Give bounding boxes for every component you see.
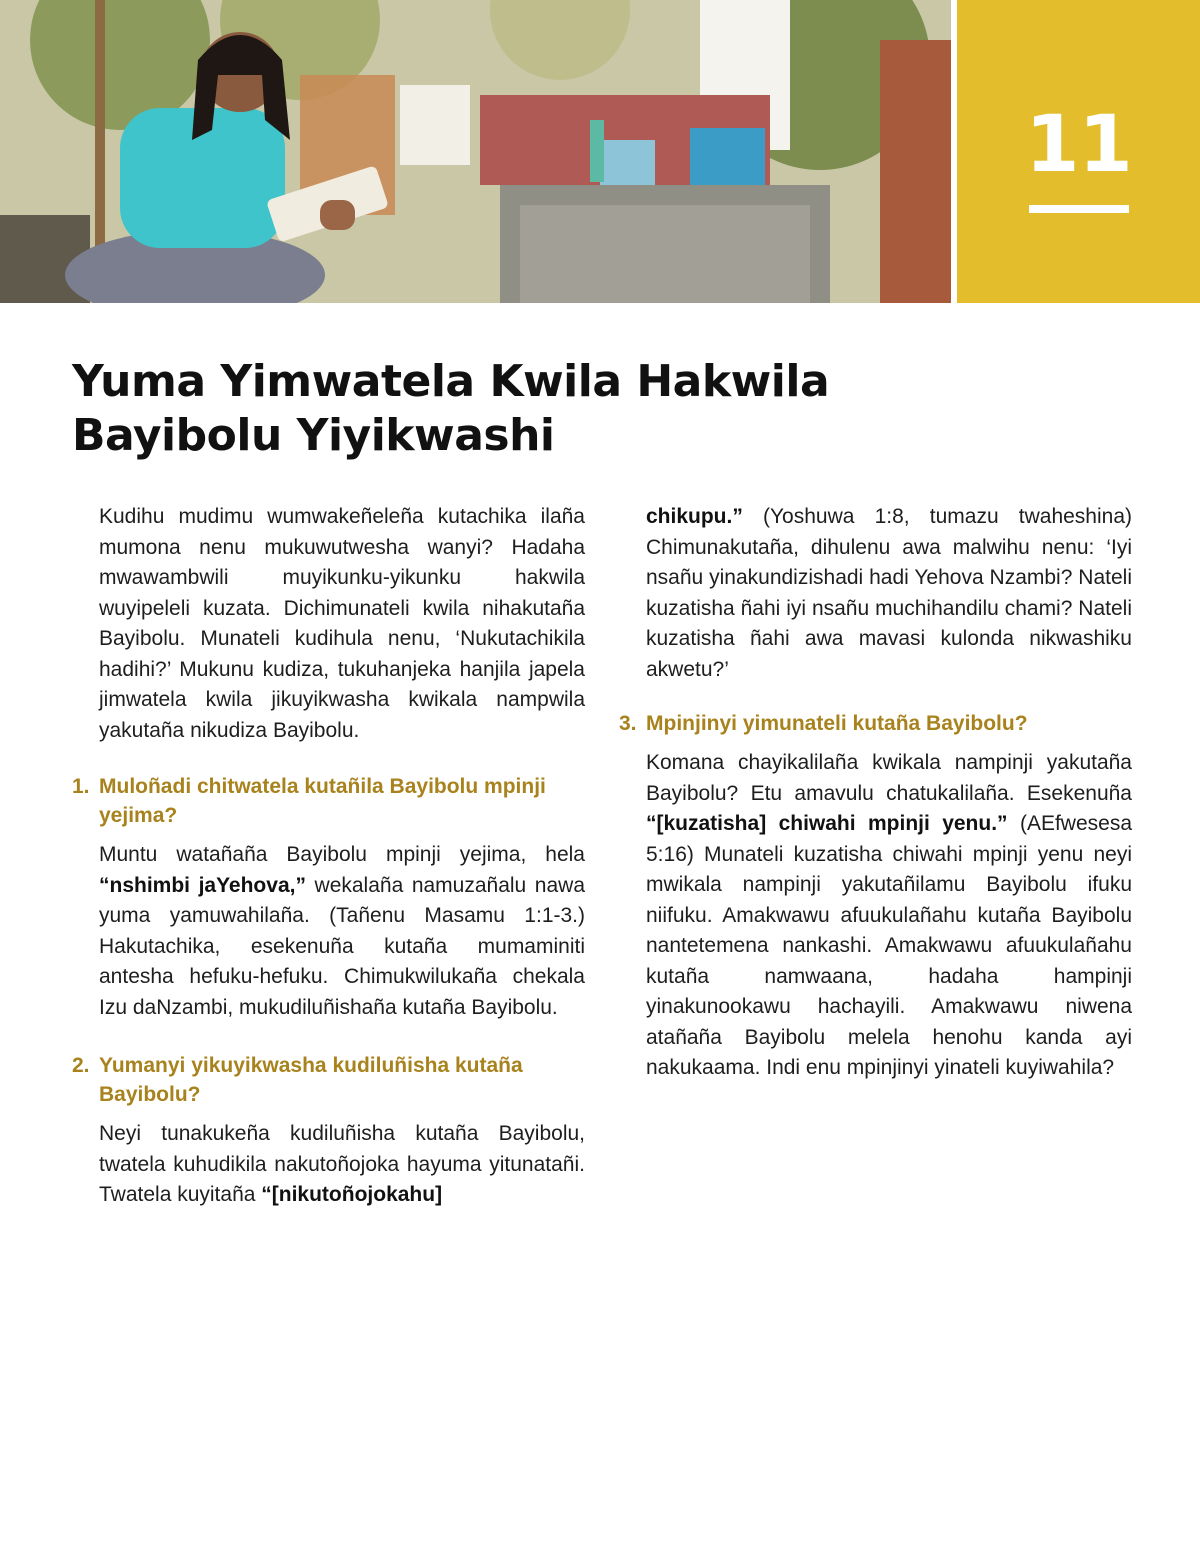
answer-paragraph-2-start — [99, 1119, 585, 1211]
answer-text: Komana chayikalilaña kwikala nampinji yakutaña Bayibolu? Etu amavulu chatukalilaña. Esekenuña — [646, 751, 1132, 805]
chapter-number: 11 — [1025, 100, 1132, 190]
chapter-underline — [1029, 205, 1129, 213]
answer-text: wekalaña namuzañalu nawa yuma yamuwahilaña. (Tañenu Masamu 1:1-3.) Hakutachika, esekenuña kutaña mumaminiti antesha hefuku-hefuku. Chimukwilukaña chekala Izu daNzambi, mukudiluñishaña kutaña Bayibolu. — [99, 873, 585, 1019]
answer-text: Muntu watañaña Bayibolu mpinji yejima, hela — [99, 843, 585, 866]
question-text: Muloñadi chitwatela kutañila Bayibolu mpinji yejima? — [99, 775, 546, 827]
question-number: 3. — [619, 712, 637, 735]
page-title — [72, 355, 972, 463]
answer-paragraph-3 — [646, 748, 1132, 1084]
question-2 — [72, 1051, 585, 1109]
answer-text: (Yoshuwa 1:8, tumazu twaheshina) Chimunakutaña, dihulenu awa malwihu nenu: ‘Iyi nsañu yinakundizishadi hadi Yehova Nzambi? Nateli kuzatisha ñahi iyi nsañu muchihandilu chami? Nateli kuzatisha ñahi awa mavasi kulonda nikwashiku akwetu?’ — [646, 505, 1132, 681]
answer-paragraph-2-end — [646, 502, 1132, 685]
question-text: Mpinjinyi yimunateli kutaña Bayibolu? — [646, 712, 1028, 735]
scripture-quote: chikupu.” — [646, 505, 743, 528]
question-number: 2. — [72, 1054, 90, 1077]
answer-text: Neyi tunakukeña kudiluñisha kutaña Bayibolu, twatela kuhudikila nakutoñojoka hayuma yitunatañi. Twatela kuyitaña — [99, 1122, 585, 1206]
left-column — [72, 502, 585, 1211]
question-1 — [72, 772, 585, 830]
question-3 — [619, 709, 1132, 738]
right-column — [619, 502, 1132, 1084]
question-number: 1. — [72, 775, 90, 798]
title-line-2: Bayibolu Yiyikwashi — [72, 410, 555, 461]
answer-text: (AEfwesesa 5:16) Munateli kuzatisha chiwahi mpinji yenu neyi mwikala nampinji yakutañilamu Bayibolu ifuku niifuku. Amakwawu afuukulañahu kutaña Bayibolu nantetemena nankashi. Amakwawu afuukulañahu kutaña namwaana, hadaha hampinji yinakunookawu hachayili. Amakwawu niwena atañaña Bayibolu melela henohu kanda ayi nakukaama. Indi enu mpinjinyi yinateli kuyiwahila? — [646, 812, 1132, 1079]
answer-paragraph-1 — [99, 840, 585, 1023]
title-line-1: Yuma Yimwatela Kwila Hakwila — [72, 356, 830, 407]
hero-photo — [0, 0, 951, 303]
scripture-quote: “[nikutoñojokahu] — [261, 1183, 443, 1206]
question-text: Yumanyi yikuyikwasha kudiluñisha kutaña Bayibolu? — [99, 1054, 523, 1106]
scripture-quote: “nshimbi jaYehova,” — [99, 873, 306, 897]
scripture-quote: “[kuzatisha] chiwahi mpinji yenu.” — [646, 812, 1008, 835]
woman-reading-bible-illustration — [0, 0, 951, 303]
chapter-badge — [957, 0, 1200, 303]
intro-paragraph: Kudihu mudimu wumwakeñeleña kutachika ilaña mumona nenu mukuwutwesha wanyi? Hadaha mwawambwili muyikunku-yikunku hakwila wuyipeleli kuzata. Dichimunateli kwila nihakutaña Bayibolu. Munateli kudihula nenu, ‘Nukutachikila hadihi?’ Mukunu kudiza, tukuhanjeka hanjila japela jimwatela kwila jikuyikwasha kwikala nampwila yakutaña nikudiza Bayibolu. — [99, 505, 585, 742]
